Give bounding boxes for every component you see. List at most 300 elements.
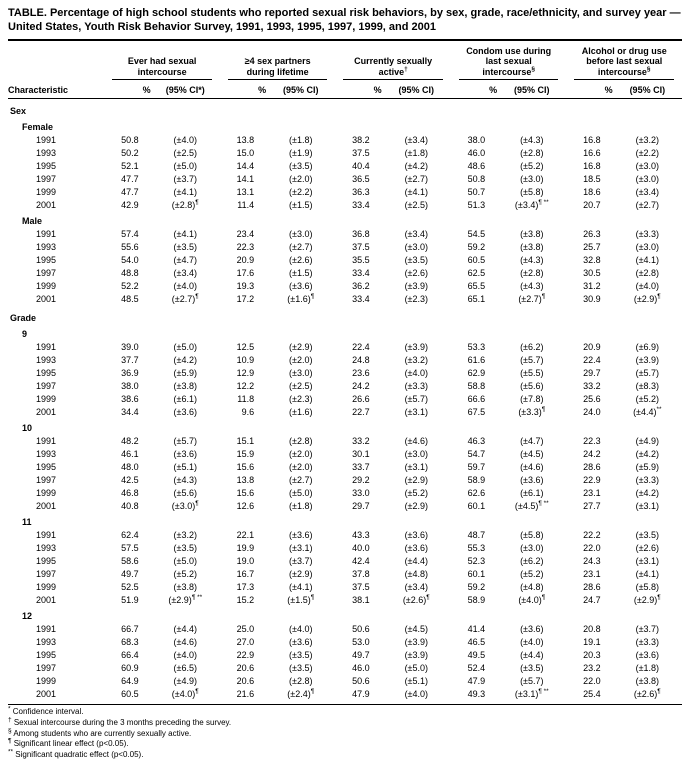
percent-cell: 20.6: [236, 676, 255, 687]
significance-marker: ¶ **: [538, 500, 549, 508]
percent-cell: 15.2: [236, 595, 255, 606]
percent-cell: 29.2: [352, 475, 370, 486]
ci-cell: (±4.8): [404, 569, 429, 580]
percent-cell: 47.7: [121, 174, 139, 185]
ci-cell: (±1.5): [289, 200, 313, 211]
significance-marker: ¶: [657, 293, 661, 301]
ci-cell: (±4.4): [404, 556, 429, 567]
percent-cell: 46.0: [467, 148, 486, 159]
percent-cell: 52.4: [467, 663, 486, 674]
ci-cell: (±1.5)¶: [287, 594, 315, 606]
percent-cell: 32.8: [583, 255, 601, 266]
ci-cell: (±3.1): [635, 501, 660, 512]
table-row: [8, 448, 682, 461]
significance-marker: ¶: [541, 293, 546, 301]
percent-cell: 22.4: [583, 355, 601, 366]
ci-cell: (±4.3): [520, 135, 544, 146]
footnote-marker: ¶: [8, 737, 12, 745]
percent-cell: 19.3: [236, 281, 255, 292]
ci-cell: (±2.8)¶: [171, 199, 199, 211]
significance-marker: ¶: [195, 199, 199, 207]
percent-header: %: [566, 81, 612, 99]
ci-cell: (±3.6): [404, 543, 429, 554]
percent-cell: 42.9: [121, 200, 139, 211]
percent-cell: 66.4: [121, 650, 139, 661]
table-row: [8, 199, 682, 212]
subgroup-header-row: [8, 513, 682, 529]
ci-cell: (±7.8): [520, 394, 544, 405]
ci-cell: (±3.0): [404, 242, 429, 253]
percent-cell: 65.5: [467, 281, 486, 292]
percent-cell: 61.6: [467, 355, 486, 366]
ci-cell: (±3.0): [404, 449, 429, 460]
percent-cell: 10.9: [236, 355, 255, 366]
ci-cell: (±3.4): [635, 187, 660, 198]
percent-cell: 17.2: [236, 294, 255, 305]
ci-cell: (±3.6): [173, 407, 197, 418]
ci-cell: (±5.7): [404, 394, 429, 405]
column-group-ever-had-intercourse: [104, 41, 220, 82]
ci-cell: (±4.8): [520, 582, 544, 593]
table-row: [8, 675, 682, 688]
table-row: [8, 594, 682, 607]
ci-cell: (±2.9): [404, 475, 429, 486]
percent-cell: 33.4: [352, 200, 370, 211]
footnote: ¶ Significant linear effect (p<0.05).: [8, 737, 129, 749]
percent-cell: 14.1: [236, 174, 255, 185]
ci-cell: (±3.4): [404, 229, 429, 240]
footnote: * Confidence interval.: [8, 705, 84, 717]
table-row: [8, 636, 682, 649]
percent-cell: 64.9: [121, 676, 139, 687]
percent-cell: 39.0: [121, 342, 139, 353]
year-cell: 2001: [36, 595, 57, 606]
percent-cell: 22.3: [236, 242, 255, 253]
ci-cell: (±2.7): [404, 174, 429, 185]
table-row: [8, 354, 682, 367]
percent-cell: 22.1: [236, 530, 255, 541]
ci-cell: (±3.3): [635, 475, 660, 486]
table-row: [8, 367, 682, 380]
percent-cell: 37.5: [352, 148, 370, 159]
ci-cell: (±3.3): [404, 381, 429, 392]
ci-cell: (±4.2): [173, 355, 197, 366]
ci-cell: (±3.7): [635, 624, 660, 635]
percent-cell: 13.1: [236, 187, 255, 198]
ci-cell: (±3.4): [173, 268, 197, 279]
group-header-row: [8, 99, 682, 119]
percent-cell: 28.6: [583, 582, 601, 593]
year-cell: 1997: [36, 475, 57, 486]
ci-cell: (±3.8): [635, 676, 660, 687]
percent-cell: 51.3: [467, 200, 486, 211]
group-header-label: Grade: [10, 313, 37, 324]
percent-cell: 60.9: [121, 663, 139, 674]
percent-cell: 29.7: [583, 368, 601, 379]
ci-cell: (±5.1): [404, 676, 429, 687]
table-row: [8, 474, 682, 487]
percent-cell: 48.2: [121, 436, 139, 447]
percent-cell: 60.5: [467, 255, 486, 266]
percent-cell: 50.7: [467, 187, 486, 198]
ci-header: (95% CI): [266, 81, 335, 99]
percent-cell: 22.9: [236, 650, 255, 661]
ci-cell: (±2.9): [289, 342, 313, 353]
percent-cell: 19.9: [236, 543, 255, 554]
table-row: [8, 134, 682, 147]
ci-cell: (±4.0): [404, 689, 429, 700]
column-group-condom-use: [451, 41, 567, 82]
table-row: [8, 267, 682, 280]
percent-cell: 65.1: [467, 294, 486, 305]
table-row: [8, 186, 682, 199]
percent-cell: 23.1: [583, 488, 601, 499]
ci-cell: (±4.1): [635, 569, 660, 580]
ci-cell: (±2.8): [289, 436, 313, 447]
percent-cell: 40.0: [352, 543, 370, 554]
percent-cell: 49.3: [467, 689, 486, 700]
table-row: [8, 529, 682, 542]
percent-cell: 20.8: [583, 624, 601, 635]
ci-cell: (±6.9): [635, 342, 660, 353]
percent-header: %: [335, 81, 381, 99]
ci-cell: (±3.5): [289, 663, 313, 674]
ci-cell: (±2.7): [635, 200, 660, 211]
year-cell: 1999: [36, 281, 57, 292]
percent-cell: 52.1: [121, 161, 139, 172]
ci-cell: (±1.6)¶: [287, 293, 315, 305]
year-cell: 1997: [36, 174, 57, 185]
year-cell: 1993: [36, 355, 57, 366]
percent-cell: 54.7: [467, 449, 486, 460]
year-cell: 1999: [36, 582, 57, 593]
percent-cell: 20.9: [583, 342, 601, 353]
footnote-marker: **: [8, 747, 14, 755]
ci-cell: (±3.2): [404, 355, 429, 366]
ci-cell: (±1.8): [404, 148, 429, 159]
percent-cell: 58.9: [467, 595, 486, 606]
subgroup-header-label: Male: [22, 216, 43, 227]
percent-cell: 24.7: [583, 595, 601, 606]
percent-cell: 52.3: [467, 556, 486, 567]
percent-cell: 9.6: [241, 407, 255, 418]
percent-cell: 13.8: [236, 135, 255, 146]
ci-cell: (±3.1): [404, 462, 429, 473]
ci-cell: (±2.5): [404, 200, 429, 211]
characteristic-header: Characteristic: [8, 81, 104, 99]
ci-cell: (±4.6): [173, 637, 197, 648]
ci-cell: (±4.0): [520, 637, 544, 648]
percent-cell: 34.4: [121, 407, 139, 418]
table-row: [8, 228, 682, 241]
ci-cell: (±3.8): [173, 582, 197, 593]
percent-cell: 27.0: [236, 637, 255, 648]
subgroup-header-row: [8, 607, 682, 623]
ci-cell: (±3.4): [404, 135, 429, 146]
ci-cell: (±5.7): [520, 355, 544, 366]
percent-cell: 52.2: [121, 281, 139, 292]
percent-cell: 38.1: [352, 595, 370, 606]
ci-cell: (±4.7): [520, 436, 544, 447]
column-group-label: Alcohol or drug use before last sexual intercourse: [581, 45, 667, 77]
ci-cell: (±4.1): [173, 229, 197, 240]
percent-cell: 14.4: [236, 161, 255, 172]
percent-cell: 23.1: [583, 569, 601, 580]
percent-cell: 52.5: [121, 582, 139, 593]
ci-cell: (±3.0): [635, 161, 660, 172]
percent-cell: 12.6: [236, 501, 255, 512]
ci-cell: (±5.7): [173, 436, 197, 447]
table-row: [8, 254, 682, 267]
ci-cell: (±3.1)¶ **: [514, 688, 549, 700]
column-group-header-row: [8, 41, 682, 82]
table-row: [8, 435, 682, 448]
percent-cell: 18.6: [583, 187, 601, 198]
ci-cell: (±4.0)¶: [518, 594, 546, 606]
percent-cell: 19.1: [583, 637, 601, 648]
significance-marker: ¶ **: [191, 594, 203, 602]
ci-cell: (±4.3): [173, 475, 197, 486]
percent-cell: 36.2: [352, 281, 370, 292]
ci-cell: (±3.5): [289, 161, 313, 172]
table-title: TABLE. Percentage of high school students who reported sexual risk behaviors, by sex, grade, race/ethnicity, and survey year — United States, Youth Risk Behavior Survey, 1991, 1993, 1995, 1997, 1999, and 2001: [8, 7, 681, 34]
percent-cell: 25.7: [583, 242, 601, 253]
significance-marker: ¶: [195, 688, 199, 696]
year-cell: 1995: [36, 556, 57, 567]
percent-header: %: [220, 81, 266, 99]
percent-cell: 55.6: [121, 242, 139, 253]
ci-cell: (±2.8): [289, 676, 313, 687]
percent-cell: 15.9: [236, 449, 255, 460]
year-cell: 1991: [36, 229, 57, 240]
ci-header: (95% CI*): [151, 81, 220, 99]
ci-cell: (±3.6): [289, 530, 313, 541]
percent-cell: 60.1: [467, 501, 486, 512]
ci-cell: (±3.1): [289, 543, 313, 554]
table-row: [8, 147, 682, 160]
percent-cell: 49.5: [467, 650, 486, 661]
ci-cell: (±5.7): [520, 676, 544, 687]
percent-cell: 59.7: [467, 462, 486, 473]
percent-cell: 27.7: [583, 501, 601, 512]
percent-cell: 51.9: [121, 595, 139, 606]
column-group-sup: §: [646, 65, 651, 73]
percent-cell: 37.7: [121, 355, 139, 366]
table-row: [8, 173, 682, 186]
ci-cell: (±4.9): [635, 436, 660, 447]
ci-cell: (±5.5): [520, 368, 544, 379]
ci-cell: (±3.5): [173, 543, 197, 554]
ci-cell: (±5.8): [520, 530, 544, 541]
subgroup-header-label: 11: [22, 517, 32, 528]
ci-cell: (±3.0): [520, 174, 544, 185]
percent-cell: 46.1: [121, 449, 139, 460]
ci-cell: (±5.9): [635, 462, 660, 473]
ci-cell: (±3.2): [635, 135, 660, 146]
percent-cell: 59.2: [467, 582, 486, 593]
percent-cell: 22.2: [583, 530, 601, 541]
percent-cell: 22.0: [583, 676, 601, 687]
ci-cell: (±1.6): [289, 407, 313, 418]
ci-cell: (±4.0): [173, 281, 197, 292]
footnote-marker: †: [8, 716, 12, 724]
percent-cell: 46.3: [467, 436, 486, 447]
percent-cell: 20.9: [236, 255, 255, 266]
ci-cell: (±6.1): [173, 394, 197, 405]
percent-cell: 22.3: [583, 436, 601, 447]
percent-cell: 54.5: [467, 229, 486, 240]
ci-cell: (±2.8): [520, 148, 544, 159]
ci-cell: (±2.8): [520, 268, 544, 279]
percent-cell: 33.2: [352, 436, 370, 447]
ci-cell: (±4.4): [173, 624, 197, 635]
percent-cell: 66.7: [121, 624, 139, 635]
percent-cell: 46.5: [467, 637, 486, 648]
ci-cell: (±2.5): [289, 381, 313, 392]
table-row: [8, 487, 682, 500]
percent-cell: 12.2: [236, 381, 255, 392]
ci-header: (95% CI): [497, 81, 566, 99]
risk-behavior-table: [8, 41, 682, 702]
ci-cell: (±3.7): [173, 174, 197, 185]
ci-cell: (±5.7): [635, 368, 660, 379]
ci-cell: (±3.8): [520, 242, 544, 253]
percent-cell: 38.0: [121, 381, 139, 392]
column-group-label: Ever had sexual intercourse: [127, 56, 197, 77]
percent-cell: 42.5: [121, 475, 139, 486]
significance-marker: ¶: [195, 500, 199, 508]
percent-cell: 11.8: [237, 394, 255, 405]
column-group-currently-active: [335, 41, 451, 82]
ci-cell: (±3.9): [635, 355, 660, 366]
percent-cell: 25.6: [583, 394, 601, 405]
significance-marker: ¶: [541, 594, 546, 602]
percent-cell: 53.0: [352, 637, 370, 648]
ci-cell: (±5.6): [173, 488, 197, 499]
ci-cell: (±2.6): [289, 255, 313, 266]
year-cell: 1993: [36, 543, 57, 554]
ci-cell: (±3.5): [635, 530, 660, 541]
ci-cell: (±4.6): [404, 436, 429, 447]
column-group-label: Condom use during last sexual intercourse: [466, 45, 552, 77]
ci-cell: (±2.7)¶: [171, 293, 199, 305]
significance-marker: **: [656, 406, 662, 414]
percent-cell: 33.0: [352, 488, 370, 499]
percent-cell: 36.5: [352, 174, 370, 185]
ci-cell: (±4.0): [289, 624, 313, 635]
subgroup-header-label: 10: [22, 423, 33, 434]
column-group-alcohol-drug-use: [566, 41, 682, 82]
year-cell: 1991: [36, 436, 57, 447]
ci-cell: (±3.0)¶: [171, 500, 199, 512]
ci-cell: (±4.2): [404, 161, 429, 172]
percent-cell: 33.4: [352, 294, 370, 305]
ci-cell: (±4.2): [635, 488, 660, 499]
ci-cell: (±3.6): [520, 475, 544, 486]
table-row: [8, 581, 682, 594]
percent-cell: 43.3: [352, 530, 370, 541]
ci-cell: (±4.2): [635, 449, 660, 460]
ci-cell: (±3.5): [404, 255, 429, 266]
percent-cell: 57.4: [121, 229, 139, 240]
ci-cell: (±2.3): [289, 394, 313, 405]
percent-cell: 67.5: [467, 407, 486, 418]
column-group-sup: †: [404, 65, 408, 73]
ci-cell: (±4.3): [520, 255, 544, 266]
ci-cell: (±4.5): [404, 624, 429, 635]
ci-cell: (±3.4): [404, 582, 429, 593]
percent-cell: 22.9: [583, 475, 601, 486]
ci-cell: (±5.0): [173, 556, 197, 567]
ci-cell: (±4.5): [520, 449, 544, 460]
ci-cell: (±5.2): [635, 394, 660, 405]
percent-cell: 35.5: [352, 255, 370, 266]
ci-cell: (±6.1): [520, 488, 544, 499]
percent-cell: 62.4: [121, 530, 139, 541]
ci-cell: (±6.2): [520, 342, 544, 353]
ci-cell: (±5.2): [520, 569, 544, 580]
significance-marker: ¶: [426, 594, 430, 602]
subgroup-header-label: 12: [22, 611, 33, 622]
percent-cell: 18.5: [583, 174, 601, 185]
subgroup-header-label: Female: [22, 122, 54, 133]
table-row: [8, 500, 682, 513]
ci-cell: (±3.5): [173, 242, 197, 253]
ci-cell: (±2.2): [635, 148, 660, 159]
percent-cell: 50.6: [352, 676, 370, 687]
percent-cell: 58.8: [467, 381, 486, 392]
table-row: [8, 461, 682, 474]
percent-cell: 38.0: [467, 135, 486, 146]
significance-marker: ¶: [195, 293, 199, 301]
percent-cell: 60.1: [467, 569, 486, 580]
ci-cell: (±3.3): [635, 229, 660, 240]
percent-cell: 26.6: [352, 394, 370, 405]
significance-marker: ¶ **: [538, 199, 549, 207]
footnotes: [8, 705, 682, 760]
year-cell: 1997: [36, 569, 57, 580]
ci-cell: (±2.0): [289, 355, 313, 366]
ci-cell: (±5.6): [520, 381, 544, 392]
ci-cell: (±3.0): [635, 242, 660, 253]
ci-cell: (±4.0): [173, 650, 197, 661]
ci-cell: (±2.8): [635, 268, 660, 279]
table-row: [8, 555, 682, 568]
column-group-sup: §: [531, 65, 536, 73]
ci-cell: (±4.1): [173, 187, 197, 198]
ci-cell: (±2.0): [289, 174, 313, 185]
percent-cell: 22.7: [352, 407, 370, 418]
year-cell: 1997: [36, 268, 57, 279]
column-group-4plus-partners: [220, 41, 336, 82]
subgroup-header-row: [8, 212, 682, 228]
percent-header: %: [104, 81, 150, 99]
percent-cell: 37.5: [352, 582, 370, 593]
year-cell: 1995: [36, 161, 57, 172]
ci-cell: (±3.4)¶ **: [514, 199, 549, 211]
percent-cell: 38.6: [121, 394, 139, 405]
year-cell: 1999: [36, 488, 57, 499]
ci-cell: (±3.3)¶: [518, 406, 546, 418]
ci-cell: (±2.7): [289, 242, 313, 253]
footnote: † Sexual intercourse during the 3 months preceding the survey.: [8, 716, 232, 727]
table-row: [8, 393, 682, 406]
percent-cell: 48.0: [121, 462, 139, 473]
ci-cell: (±4.4)**: [633, 406, 662, 418]
ci-cell: (±5.0): [173, 161, 197, 172]
percent-cell: 46.0: [352, 663, 370, 674]
percent-cell: 48.7: [467, 530, 486, 541]
